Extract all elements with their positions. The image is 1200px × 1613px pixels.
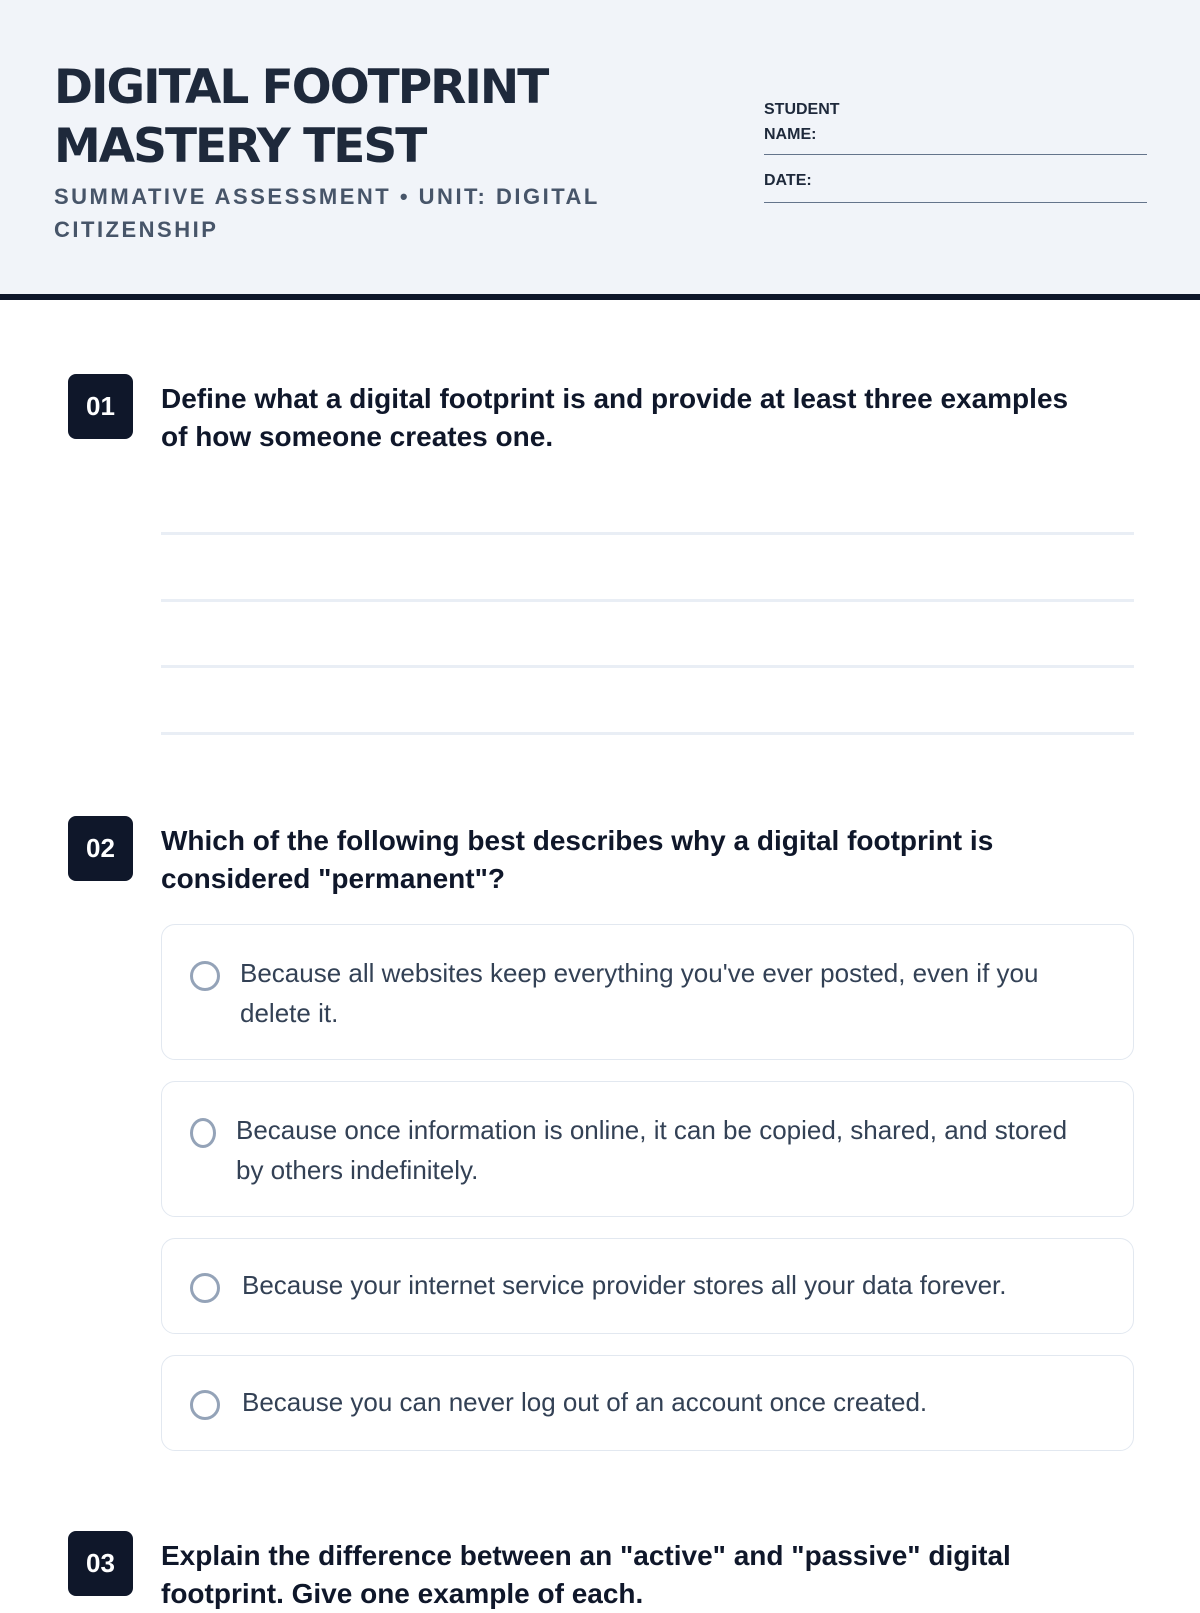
question-text: Explain the difference between an "active" and "passive" digital footprint. Give one example of each. xyxy=(161,1540,1011,1609)
date-field[interactable] xyxy=(764,168,1147,203)
option-label: Because all websites keep everything you've ever posted, even if you delete it. xyxy=(240,958,1039,1028)
date-label: DATE: xyxy=(764,172,812,189)
answer-option[interactable] xyxy=(161,1238,1134,1334)
answer-line[interactable] xyxy=(161,532,1134,535)
question-number-badge: 02 xyxy=(68,816,133,881)
question-number-badge: 01 xyxy=(68,374,133,439)
option-label: Because once information is online, it can be copied, shared, and stored by others indefinitely. xyxy=(236,1115,1068,1185)
question-text: Which of the following best describes why a digital footprint is considered "permanent"? xyxy=(161,825,994,894)
student-name-label: STUDENT NAME: xyxy=(764,101,840,143)
answer-line[interactable] xyxy=(161,665,1134,668)
answer-option[interactable] xyxy=(161,1081,1134,1217)
answer-option[interactable] xyxy=(161,924,1134,1060)
option-label: Because your internet service provider stores all your data forever. xyxy=(242,1270,1007,1300)
answer-line[interactable] xyxy=(161,732,1134,735)
radio-icon[interactable] xyxy=(190,1273,220,1303)
radio-icon[interactable] xyxy=(190,1118,216,1148)
student-name-field[interactable] xyxy=(764,97,1147,155)
test-header xyxy=(0,0,1200,300)
test-subtitle: SUMMATIVE ASSESSMENT • UNIT: DIGITAL CITIZENSHIP xyxy=(54,184,600,242)
question-number-badge: 03 xyxy=(68,1531,133,1596)
answer-option[interactable] xyxy=(161,1355,1134,1451)
question-text: Define what a digital footprint is and provide at least three examples of how someone creates one. xyxy=(161,383,1069,452)
radio-icon[interactable] xyxy=(190,1390,220,1420)
test-title: DIGITAL FOOTPRINT MASTERY TEST xyxy=(54,60,548,174)
radio-icon[interactable] xyxy=(190,961,220,991)
answer-line[interactable] xyxy=(161,599,1134,602)
option-label: Because you can never log out of an account once created. xyxy=(242,1387,928,1417)
